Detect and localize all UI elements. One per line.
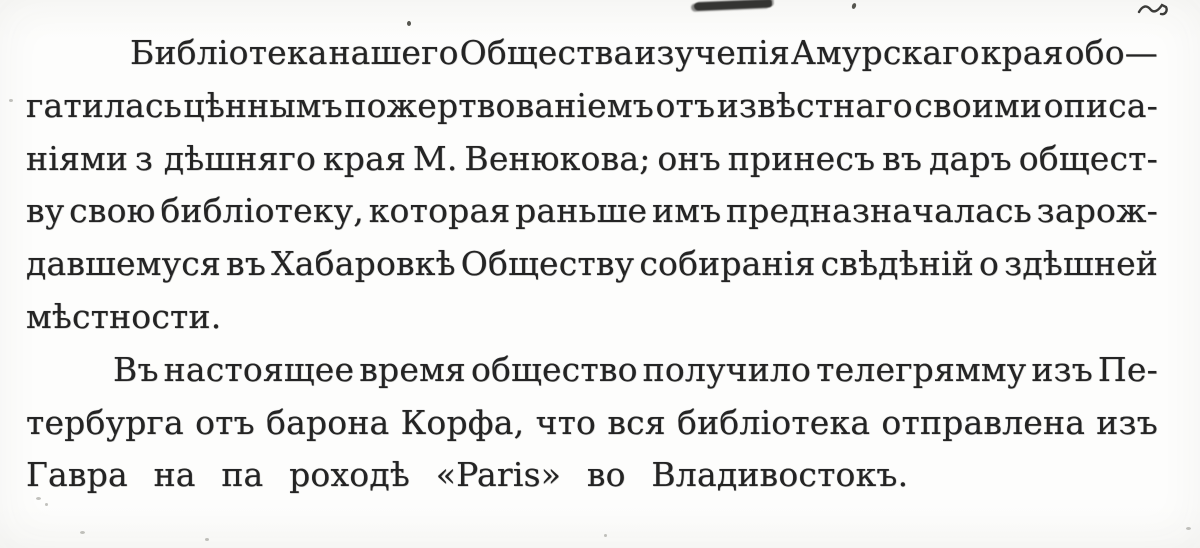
- word: свѣдѣній: [820, 244, 974, 284]
- word: ніями: [26, 138, 129, 178]
- word: время: [359, 349, 466, 389]
- word: которая: [368, 191, 511, 231]
- word: Хабаровкѣ: [271, 244, 456, 284]
- word: настоящее: [163, 349, 355, 389]
- word: раньше: [515, 191, 648, 231]
- text-line: [26, 27, 1158, 80]
- word: барона: [266, 402, 390, 442]
- word: принесъ: [727, 138, 876, 178]
- word: отъ: [195, 402, 255, 442]
- word: Корфа,: [400, 402, 525, 442]
- word: телегрямму: [816, 349, 1027, 389]
- word: библіотека: [677, 402, 871, 442]
- word: здѣшней: [1004, 244, 1158, 284]
- word: изъ: [1031, 349, 1093, 389]
- word: свою: [69, 191, 156, 231]
- text-line: [26, 133, 1158, 186]
- word: зарож-: [1036, 191, 1158, 231]
- word: обо—: [1064, 33, 1158, 72]
- text-line: [26, 344, 1158, 397]
- paper-speck: [604, 534, 607, 537]
- text-line: [26, 185, 1158, 238]
- word: въ: [882, 138, 923, 178]
- word: давшемуся: [26, 244, 221, 284]
- word: описа-: [1043, 85, 1158, 125]
- word: даръ: [928, 138, 1012, 178]
- word: извѣстнаго: [716, 85, 913, 125]
- text-line: [26, 80, 1158, 133]
- word: общест-: [1018, 138, 1158, 178]
- word: изучепія: [634, 33, 790, 72]
- word: предназначалась: [726, 191, 1032, 231]
- word: своими: [914, 85, 1043, 125]
- word: Въ: [113, 349, 159, 389]
- word: отъ: [655, 85, 716, 125]
- word: края: [980, 33, 1064, 72]
- paper-speck: [80, 531, 85, 534]
- ink-smudge-bar: [694, 0, 772, 11]
- text-line: Гавра на па роходѣ «Paris» во Владивостокъ.: [26, 455, 909, 495]
- word: тербурга: [26, 402, 184, 442]
- word: цѣннымъ: [183, 85, 343, 125]
- word: собиранія: [639, 244, 816, 284]
- word: гатилась: [26, 85, 182, 125]
- text-line: мѣстности.: [26, 296, 222, 336]
- paper-speck: [1186, 527, 1191, 530]
- word: библіотеку,: [160, 191, 364, 231]
- paper-speck: [45, 503, 48, 506]
- text-line: [26, 238, 1158, 291]
- word: нашего: [328, 33, 459, 72]
- text-block: [26, 27, 1158, 502]
- word: края: [322, 138, 406, 178]
- word: отправлена: [881, 402, 1086, 442]
- ink-dot: [851, 2, 857, 9]
- word: имъ: [652, 191, 722, 231]
- word: что: [535, 402, 597, 442]
- word: о: [979, 244, 1000, 284]
- word: Общества: [459, 33, 634, 72]
- ink-dot: [407, 21, 411, 26]
- word: получило: [642, 349, 812, 389]
- paper-speck: [205, 538, 209, 541]
- word: вся: [607, 402, 666, 442]
- word: Библіотека: [130, 33, 328, 72]
- word: Обществу: [460, 244, 635, 284]
- word: общество: [470, 349, 638, 389]
- word: М.: [412, 138, 458, 178]
- ink-squiggle: [1136, 0, 1176, 20]
- paper-speck: [9, 99, 13, 102]
- word: Венюкова;: [464, 138, 651, 178]
- word: Пе-: [1097, 349, 1158, 389]
- text-line: [26, 397, 1158, 450]
- word: онъ: [657, 138, 721, 178]
- word: пожертвованіемъ: [344, 85, 654, 125]
- word: Амурскаго: [790, 33, 980, 72]
- word: ву: [26, 191, 65, 231]
- word: въ: [226, 244, 267, 284]
- word: з дѣшняго: [134, 138, 317, 178]
- word: изъ: [1096, 402, 1158, 442]
